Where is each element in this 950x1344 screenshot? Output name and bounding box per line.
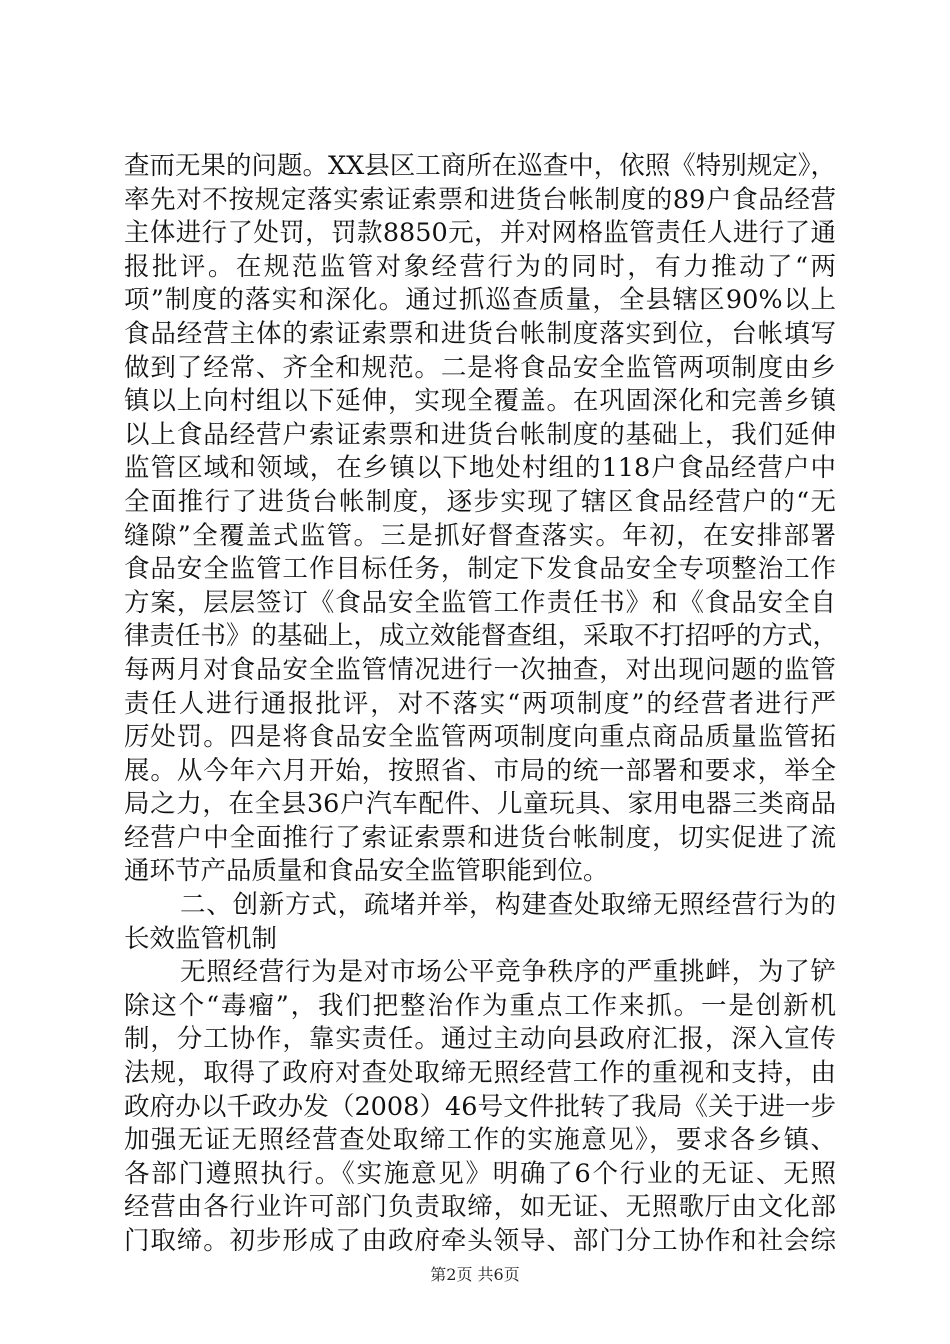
text-line: 局之力，在全县36户汽车配件、儿童玩具、家用电器三类商品 [124, 789, 836, 820]
text-line: 各部门遵照执行。《实施意见》明确了6个行业的无证、无照 [124, 1158, 836, 1189]
text-line: 镇以上向村组以下延伸，实现全覆盖。在巩固深化和完善乡镇 [124, 386, 836, 417]
text-line: 经营户中全面推行了索证索票和进货台帐制度，切实促进了流 [124, 822, 836, 853]
text-line: 主体进行了处罚，罚款8850元，并对网格监管责任人进行了通 [124, 218, 836, 249]
text-line: 缝隙”全覆盖式监管。三是抓好督查落实。年初，在安排部署 [124, 520, 836, 551]
text-line: 厉处罚。四是将食品安全监管两项制度向重点商品质量监管拓 [124, 722, 836, 753]
text-line: 无照经营行为是对市场公平竞争秩序的严重挑衅，为了铲 [180, 957, 836, 988]
text-line: 每两月对食品安全监管情况进行一次抽查，对出现问题的监管 [124, 654, 836, 685]
text-line: 长效监管机制 [124, 923, 278, 954]
text-line: 全面推行了进货台帐制度，逐步实现了辖区食品经营户的“无 [124, 486, 836, 517]
text-line: 责任人进行通报批评，对不落实“两项制度”的经营者进行严 [124, 688, 836, 719]
text-line: 二、创新方式，疏堵并举，构建查处取缔无照经营行为的 [180, 890, 836, 921]
body-text [124, 150, 839, 1259]
text-line: 报批评。在规范监管对象经营行为的同时，有力推动了“两 [124, 251, 836, 282]
text-line: 通环节产品质量和食品安全监管职能到位。 [124, 856, 609, 887]
text-line: 法规，取得了政府对查处取缔无照经营工作的重视和支持，由 [124, 1058, 836, 1089]
text-line: 方案，层层签订《食品安全监管工作责任书》和《食品安全自 [124, 587, 836, 618]
text-line: 以上食品经营户索证索票和进货台帐制度的基础上，我们延伸 [124, 419, 836, 450]
text-line: 除这个“毒瘤”，我们把整治作为重点工作来抓。一是创新机 [124, 990, 836, 1021]
text-line: 项”制度的落实和深化。通过抓巡查质量，全县辖区90%以上 [124, 285, 836, 316]
text-line: 做到了经常、齐全和规范。二是将食品安全监管两项制度由乡 [124, 352, 836, 383]
page-footer: 第2页 共6页 [430, 1265, 520, 1284]
text-line: 经营由各行业许可部门负责取缔，如无证、无照歌厅由文化部 [124, 1192, 836, 1223]
text-line: 律责任书》的基础上，成立效能督查组，采取不打招呼的方式， [124, 621, 839, 652]
text-line: 制，分工协作，靠实责任。通过主动向县政府汇报，深入宣传 [124, 1024, 836, 1055]
text-line: 率先对不按规定落实索证索票和进货台帐制度的89户食品经营 [124, 184, 836, 215]
text-line: 门取缔。初步形成了由政府牵头领导、部门分工协作和社会综 [124, 1226, 836, 1256]
text-line: 政府办以千政办发（2008）46号文件批转了我局《关于进一步 [124, 1091, 836, 1122]
text-line: 展。从今年六月开始，按照省、市局的统一部署和要求，举全 [124, 755, 836, 786]
text-line: 查而无果的问题。XX县区工商所在巡查中，依照《特别规定》， [124, 151, 837, 181]
text-line: 食品经营主体的索证索票和进货台帐制度落实到位，台帐填写 [124, 318, 836, 349]
text-line: 监管区域和领域，在乡镇以下地处村组的118户食品经营户中 [124, 453, 836, 484]
text-line: 食品安全监管工作目标任务，制定下发食品安全专项整治工作 [124, 554, 836, 585]
text-line: 加强无证无照经营查处取缔工作的实施意见》，要求各乡镇、 [124, 1125, 836, 1156]
